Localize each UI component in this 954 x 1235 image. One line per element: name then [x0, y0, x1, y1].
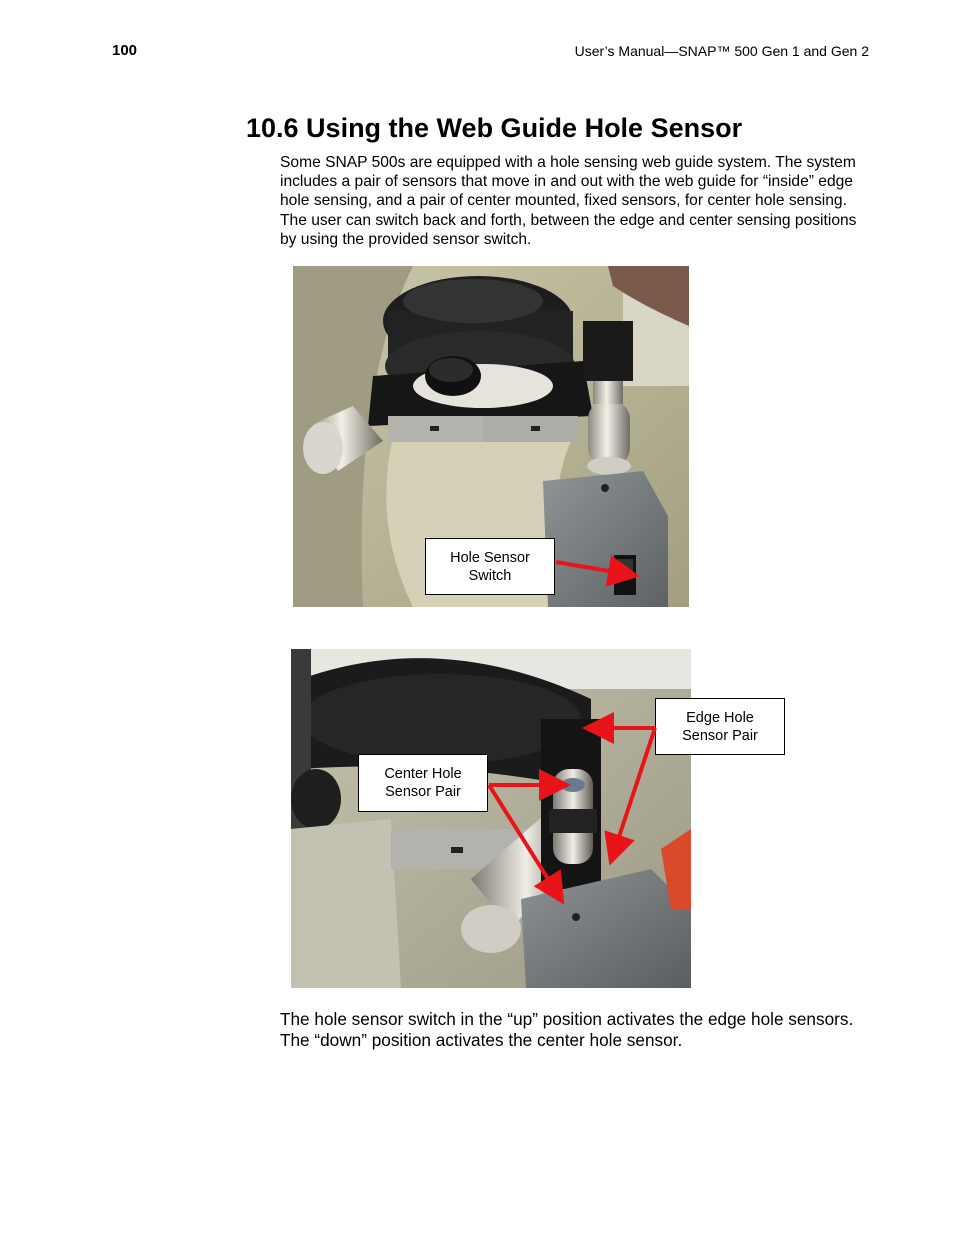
running-header: User’s Manual—SNAP™ 500 Gen 1 and Gen 2	[574, 43, 869, 59]
photo-sensor-pairs	[291, 649, 691, 988]
page-number: 100	[112, 42, 138, 59]
center-hole-sensor-callout: Center Hole Sensor Pair	[358, 754, 488, 812]
hole-sensor-switch-callout: Hole Sensor Switch	[425, 538, 555, 595]
intro-paragraph: Some SNAP 500s are equipped with a hole sensing web guide system. The system includes a pair of sensors that move in and out with the web guide for “inside” edge hole sensing, and a pair of center mounted, fixed sensors, for center hole sensing. The user can switch back and forth, between the edge and center sensing positions by using the provided sensor switch.	[280, 154, 857, 248]
closing-paragraph: The hole sensor switch in the “up” position activates the edge hole sensors. The “down” position activates the center hole sensor.	[280, 1009, 854, 1050]
section-title: 10.6 Using the Web Guide Hole Sensor	[246, 113, 743, 143]
edge-hole-sensor-callout: Edge Hole Sensor Pair	[655, 698, 785, 755]
